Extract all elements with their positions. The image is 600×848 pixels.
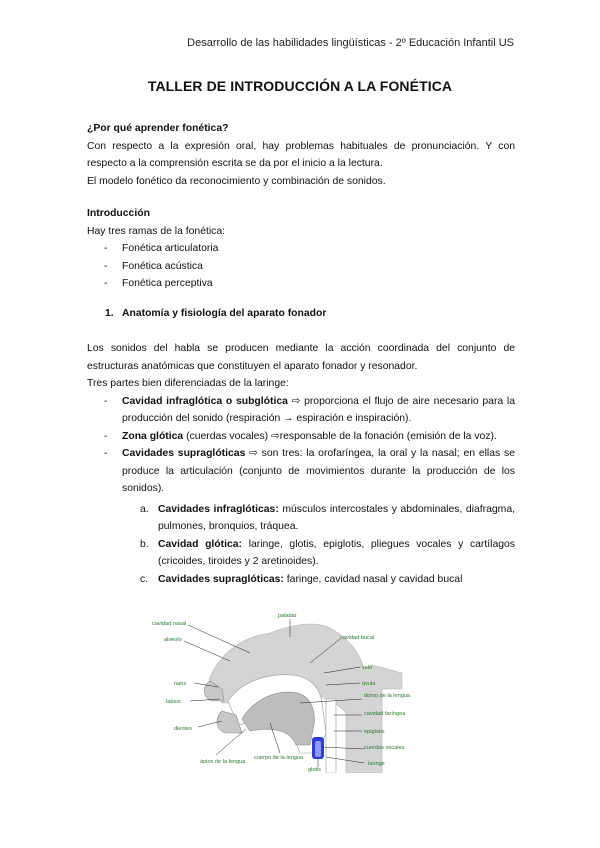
label-apice-lengua: ápice de la lengua [200, 759, 246, 765]
why-line-2: El modelo fonético da reconocimiento y combinación de sonidos. [87, 175, 386, 187]
why-heading: ¿Por qué aprender fonética? [87, 123, 229, 134]
section-1-heading [87, 305, 515, 323]
label-laringe: laringe [368, 761, 385, 767]
label-paladar: paladar [278, 613, 297, 619]
label-dorso-lengua: dorso de la lengua [364, 693, 411, 699]
label-cuerdas-vocales: cuerdas vocales [364, 745, 405, 751]
document-title: TALLER DE INTRODUCCIÓN A LA FONÉTICA [147, 78, 453, 94]
label-dientes: dientes [174, 726, 193, 732]
subpart-item: b. Cavidad glótica: laringe, glotis, epiglotis, pliegues vocales y cartílagos (cricoides, tiroides y 2 aretinoides). [140, 538, 516, 567]
intro-heading: Introducción [87, 208, 150, 219]
why-line-1: Con respecto a la expresión oral, hay problemas habituales de pronunciación. Y con respecto a la comprensión escrita se da por el inicio a la lectura. [87, 140, 515, 169]
subpart-item: a. Cavidades infraglóticas: músculos intercostales y abdominales, diafragma, pulmones, bronquios, tráquea. [140, 503, 515, 532]
section-paragraph: Los sonidos del habla se producen mediante la acción coordinada del conjunto de estructuras anatómicas que constituyen el aparato fonador y resonador. [87, 343, 515, 372]
intro-item: - Fonética acústica [87, 258, 515, 276]
label-labios: labios [166, 699, 181, 705]
label-nariz: nariz [174, 681, 187, 687]
part-item: - Zona glótica (cuerdas vocales) ⇨responsable de la fonación (emisión de la voz). [87, 428, 515, 446]
intro-item: - Fonética articulatoria [87, 240, 515, 258]
label-cavidad-faringea: cavidad faríngea [364, 711, 406, 717]
part-item: - Cavidades supraglóticas ⇨ son tres: la orofaríngea, la oral y la nasal; en ellas se produce la articulación (conjunto de movimientos durante la producción de los sonidos). [87, 445, 515, 498]
label-glotis: glotis [308, 767, 322, 773]
section-number: 1. [105, 308, 114, 319]
why-section [87, 120, 515, 190]
section-1-body [87, 340, 515, 588]
label-epiglotis: epiglotis [364, 729, 385, 735]
label-cavidad-bucal: cavidad bucal [340, 635, 375, 641]
pharynx [326, 699, 336, 773]
intro-item: - Fonética perceptiva [87, 275, 515, 293]
label-cavidad-nasal: cavidad nasal [152, 621, 187, 627]
intro-lead: Hay tres ramas de la fonética: [87, 225, 226, 237]
section-lead: Tres partes bien diferenciadas de la laringe: [87, 378, 289, 389]
vocal-tract-diagram [150, 603, 412, 773]
subpart-item: c. Cavidades supraglóticas: faringe, cavidad nasal y cavidad bucal [140, 573, 463, 585]
section-title: Anatomía y fisiología del aparato fonador [122, 308, 327, 319]
part-item: - Cavidad infraglótica o subglótica ⇨ proporciona el flujo de aire necesario para la producción del sonido (respiración → espiración e inspiración). [87, 393, 515, 428]
label-cuerpo-lengua: cuerpo de la lengua [254, 755, 304, 761]
label-uvula: úvula [362, 681, 376, 687]
running-header: Desarrollo de las habilidades lingüísticas - 2º Educación Infantil US [187, 37, 514, 49]
label-alveolo: alvéolo [164, 637, 182, 643]
intro-section [87, 205, 515, 293]
label-velo: velo [362, 665, 373, 671]
vocal-cords-inner [315, 741, 321, 757]
